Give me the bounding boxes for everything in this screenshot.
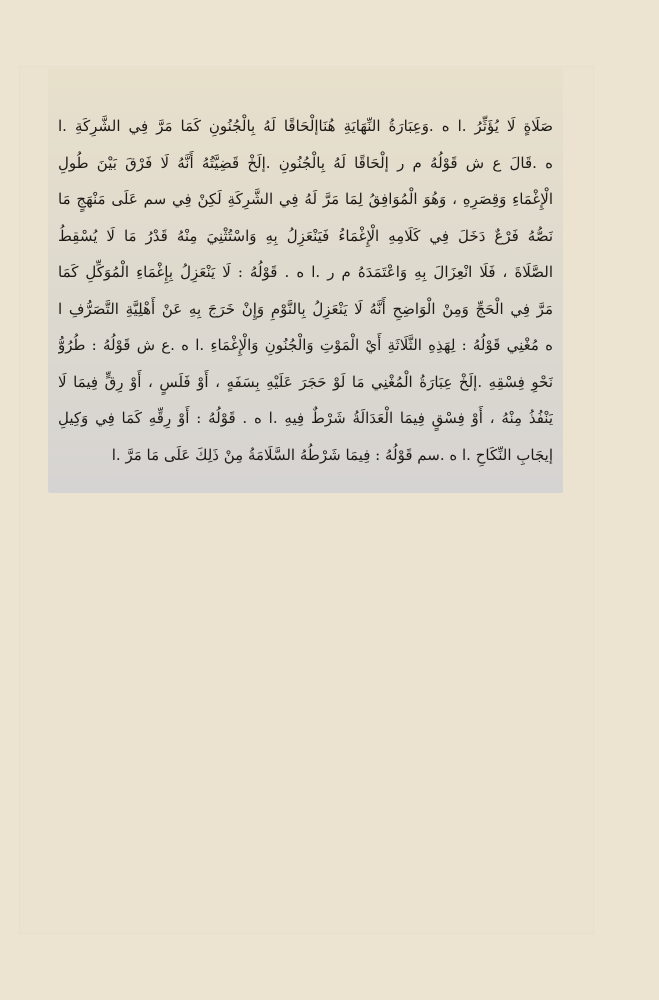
text-line-6: مَرَّ فِي الْحَجِّ وَمِنْ الْوَاضِحِ أَنَّهُ لَا يَنْعَزِلُ بِالنَّوْمِ وَإِنْ خَرَجَ بِهِ عَنْ أَهْلِيَّةِ التَّصَرُّفِ ا (58, 299, 553, 318)
text-line-7: ه مُغْنِي قَوْلُهُ : لِهَذِهِ الثَّلَاثَةِ أَيْ الْمَوْتِ وَالْجُنُونِ وَالْإِغْمَاءِ .ا ه .ع ش قَوْلُهُ : طُرُوُّ (58, 336, 553, 354)
text-line-4: نَصُّهُ فَرْعٌ دَخَلَ فِي كَلَامِهِ الْإِغْمَاءُ فَيَنْعَزِلُ بِهِ وَاسْتُثْنِيَ مِنْهُ قَدْرُ مَا لَا يُسْقِطُ (58, 226, 553, 245)
arabic-text-block (48, 68, 563, 493)
text-line-5: الصَّلَاةَ ، فَلَا انْعِزَالَ بِهِ وَاعْتَمَدَهُ م ر .ا ه . قَوْلُهُ : لَا يَنْعَزِلُ بِإِغْمَاءِ الْمُوَكِّلِ كَمَا (58, 263, 553, 281)
text-line-3: الْإِغْمَاءِ وَقِصَرِهِ ، وَهُوَ الْمُوَافِقُ لِمَا مَرَّ لَهُ فِي الشَّرِكَةِ لَكِنْ فِي سم عَلَى مَنْهَجٍ مَا (58, 190, 553, 208)
text-line-8: نَحْوِ فِسْقِهِ .إلَخْ عِبَارَةُ الْمُغْنِي مَا لَوْ حَجَرَ عَلَيْهِ بِسَفَهٍ ، أَوْ فَلَسٍ ، أَوْ رِقٍّ فِيمَا لَا (58, 372, 553, 391)
text-line-2: ه .قَالَ ع ش قَوْلُهُ م ر إلْحَاقًا لَهُ بِالْجُنُونِ .إلَخْ قَضِيَّتُهُ أَنَّهُ لَا فَرْقَ بَيْنَ طُولِ (58, 153, 553, 172)
text-line-9: يَنْفُذُ مِنْهُ ، أَوْ فِسْقٍ فِيمَا الْعَدَالَةُ شَرْطٌ فِيهِ .ا ه . قَوْلُهُ : أَوْ رِقِّهِ كَمَا فِي وَكِيلِ (58, 409, 553, 427)
text-line-1: صَلَاةٍ لَا يُؤَثِّرُ .ا ه .وَعِبَارَةُ النِّهَايَةِ هُنَاإلْحَاقًا لَهُ بِالْجُنُونِ كَمَا مَرَّ فِي الشَّرِكَةِ .ا (58, 117, 553, 135)
text-line-10: إيجَابِ النِّكَاحِ .ا ه .سم قَوْلُهُ : فِيمَا شَرْطُهُ السَّلَامَةُ مِنْ ذَلِكَ عَلَى مَا مَرَّ .ا (111, 445, 553, 464)
